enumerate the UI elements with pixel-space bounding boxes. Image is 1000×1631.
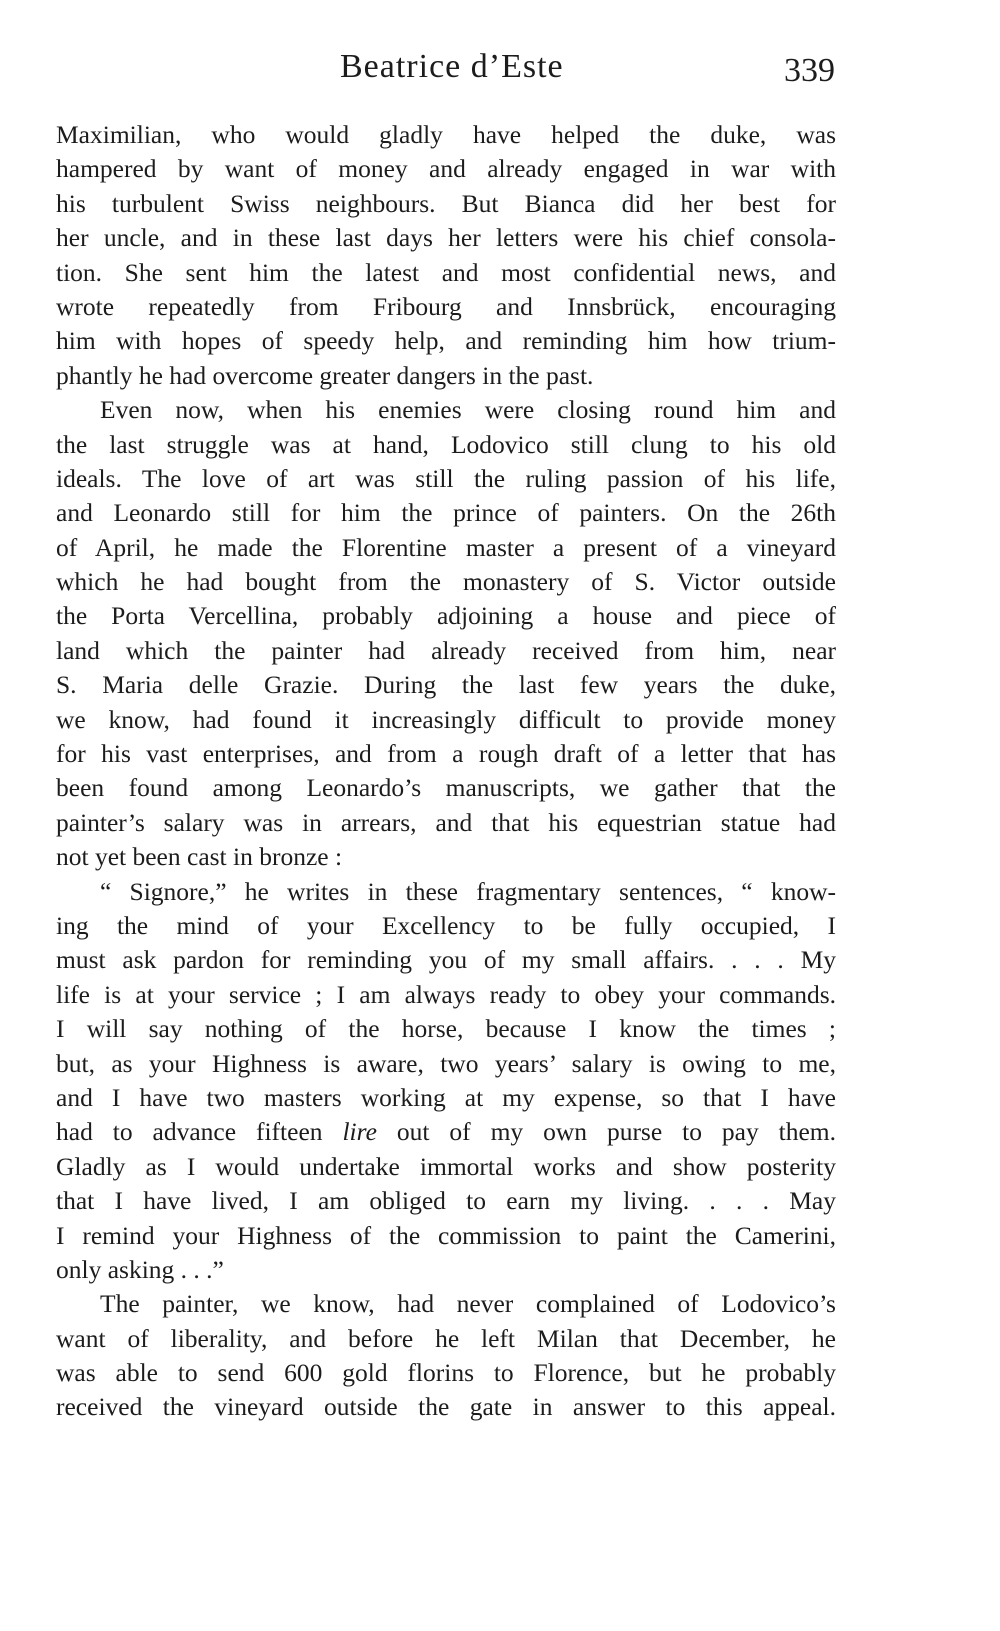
text-line: the last struggle was at hand, Lodovico still clung to his old	[56, 429, 836, 459]
text-line: which he had bought from the monastery of S. Victor outside	[56, 567, 836, 597]
text-line: received the vineyard outside the gate in answer to this appeal.	[56, 1392, 836, 1422]
text-line: phantly he had overcome greater dangers in the past.	[56, 360, 594, 390]
running-head	[0, 48, 1000, 92]
text-line: ing the mind of your Excellency to be fully occupied, I	[56, 910, 836, 940]
text-line: of April, he made the Florentine master a present of a vineyard	[56, 532, 836, 562]
text-line: and I have two masters working at my expense, so that I have	[56, 1082, 836, 1112]
text-line: Gladly as I would undertake immortal works and show posterity	[56, 1151, 836, 1181]
text-line: life is at your service ; I am always ready to obey your commands.	[56, 979, 836, 1009]
text-line: S. Maria delle Grazie. During the last few years the duke,	[56, 670, 836, 700]
text-line: ideals. The love of art was still the ruling passion of his life,	[56, 463, 836, 493]
text-line: not yet been cast in bronze :	[56, 842, 343, 872]
text-line: him with hopes of speedy help, and reminding him how trium-	[56, 326, 836, 356]
text-line: that I have lived, I am obliged to earn my living. . . . May	[56, 1186, 836, 1216]
text-line: for his vast enterprises, and from a rough draft of a letter that has	[56, 739, 836, 769]
text-line: must ask pardon for reminding you of my small affairs. . . . My	[56, 945, 836, 975]
text-segment: had to advance fifteen	[56, 1117, 343, 1147]
text-line: painter’s salary was in arrears, and that his equestrian statue had	[56, 807, 836, 837]
text-line: and Leonardo still for him the prince of painters. On the 26th	[56, 498, 836, 528]
body-text	[56, 118, 836, 1425]
italic-word: lire	[342, 1117, 377, 1147]
text-line	[56, 1115, 836, 1149]
text-line: but, as your Highness is aware, two years’ salary is owing to me,	[56, 1048, 836, 1078]
text-line: “ Signore,” he writes in these fragmentary sentences, “ know-	[100, 876, 836, 906]
text-line: was able to send 600 gold florins to Florence, but he probably	[56, 1358, 836, 1388]
text-line: only asking . . .”	[56, 1254, 224, 1284]
text-line: wrote repeatedly from Fribourg and Innsbrück, encouraging	[56, 291, 836, 321]
text-line: Maximilian, who would gladly have helped the duke, was	[56, 120, 836, 149]
text-line: we know, had found it increasingly difficult to provide money	[56, 704, 836, 734]
text-line: land which the painter had already received from him, near	[56, 635, 836, 665]
text-line: want of liberality, and before he left Milan that December, he	[56, 1323, 836, 1353]
page-number: 339	[784, 52, 835, 89]
text-line: the Porta Vercellina, probably adjoining a house and piece of	[56, 601, 836, 631]
text-line: her uncle, and in these last days her letters were his chief consola-	[56, 223, 836, 253]
text-line: been found among Leonardo’s manuscripts, we gather that the	[56, 773, 836, 803]
running-head-title: Beatrice d’Este	[340, 48, 564, 85]
text-line: I will say nothing of the horse, because I know the times ;	[56, 1014, 836, 1044]
text-line: The painter, we know, had never complained of Lodovico’s	[100, 1289, 836, 1319]
text-line: Even now, when his enemies were closing round him and	[100, 395, 836, 425]
text-line: his turbulent Swiss neighbours. But Bianca did her best for	[56, 188, 836, 218]
text-line: tion. She sent him the latest and most confidential news, and	[56, 257, 836, 287]
text-segment: out of my own purse to pay them.	[376, 1117, 837, 1147]
text-line: hampered by want of money and already engaged in war with	[56, 154, 836, 184]
text-line: I remind your Highness of the commission to paint the Camerini,	[56, 1220, 836, 1250]
